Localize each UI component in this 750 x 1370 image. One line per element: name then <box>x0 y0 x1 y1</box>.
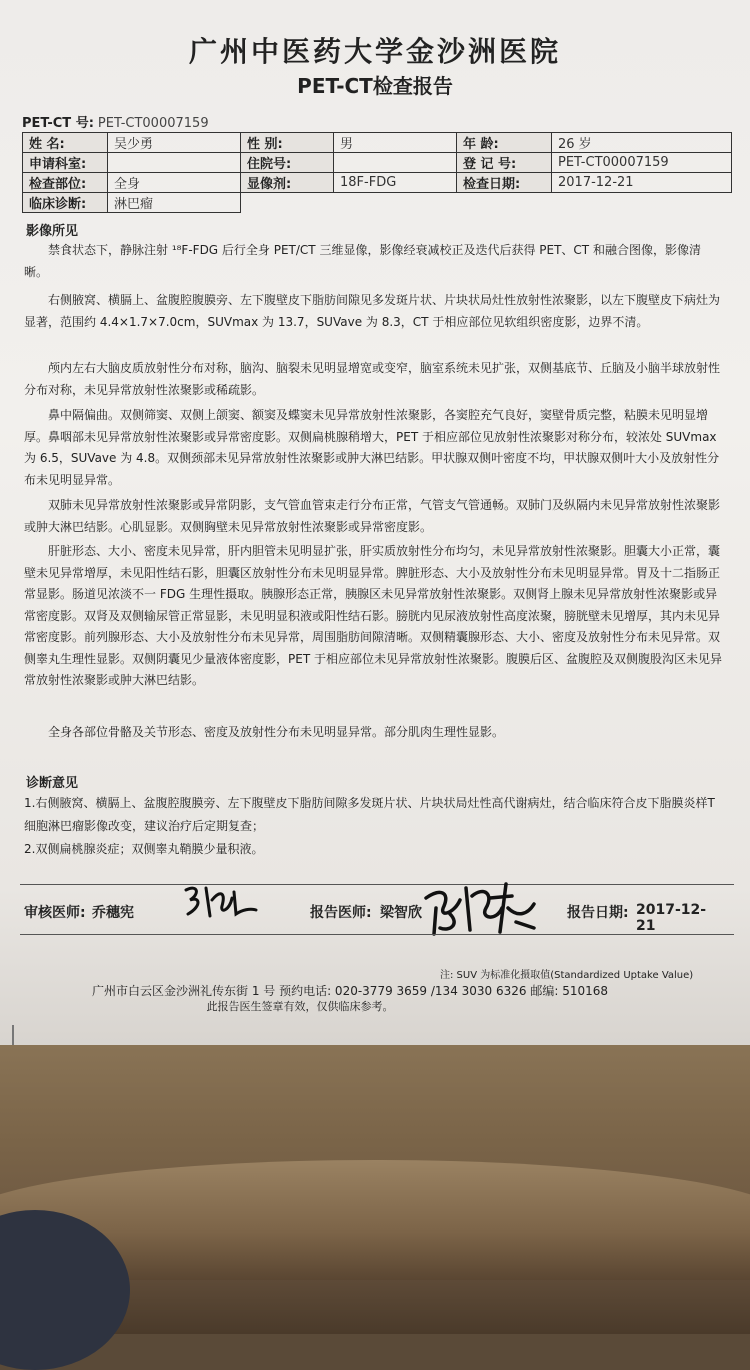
date-label: 检查日期: <box>457 173 552 193</box>
reporter-signature <box>420 878 540 938</box>
reg-label: 登 记 号: <box>457 153 552 173</box>
name-label: 姓 名: <box>23 133 108 153</box>
age-label: 年 龄: <box>457 133 552 153</box>
patient-info-table <box>22 132 732 213</box>
dx-label: 临床诊断: <box>23 193 108 213</box>
inpatient-value <box>334 153 457 173</box>
hospital-address: 广州市白云区金沙洲礼传东街 1 号 预约电话: 020-3779 3659 /134 3030 6326 邮编: 510168 <box>92 984 609 998</box>
name-value: 吴少勇 <box>108 133 241 153</box>
reviewer-name: 乔穗宪 <box>92 905 134 921</box>
paper-margin-line <box>12 1025 14 1045</box>
ct-number <box>22 112 209 131</box>
reviewer-label: 审核医师: <box>24 905 86 921</box>
reg-value: PET-CT00007159 <box>552 153 732 173</box>
diagnosis-item-2: 2.双侧扁桃腺炎症；双侧睾丸鞘膜少量积液。 <box>24 842 264 856</box>
dx-empty <box>241 193 732 213</box>
report-date-value: 2017-12-21 <box>636 902 707 934</box>
findings-p3: 颅内左右大脑皮质放射性分布对称，脑沟、脑裂未见明显增宽或变窄，脑室系统未见扩张，双侧基底节、丘脑及小脑半球放射性分布对称，未见异常放射性浓聚影或稀疏影。 <box>24 361 721 397</box>
reporter-label: 报告医师: <box>310 905 372 921</box>
site-value: 全身 <box>108 173 241 193</box>
ct-number-label: PET-CT 号: <box>22 116 94 131</box>
findings-p5: 双肺未见异常放射性浓聚影或异常阴影，支气管血管束走行分布正常，气管支气管通畅。双肺门及纵隔内未见异常放射性浓聚影或肿大淋巴结影。心肌显影。双侧胸壁未见异常放射性浓聚影或异常密度影。 <box>24 498 721 534</box>
site-label: 检查部位: <box>23 173 108 193</box>
report-title: PET-CT检查报告 <box>297 74 453 98</box>
sex-label: 性 别: <box>241 133 334 153</box>
inpatient-label: 住院号: <box>241 153 334 173</box>
divider-top <box>20 884 734 885</box>
reviewer-signature <box>180 880 260 924</box>
dept-label: 申请科室: <box>23 153 108 173</box>
agent-value: 18F-FDG <box>334 173 457 193</box>
dx-value: 淋巴瘤 <box>108 193 241 213</box>
disclaimer: 此报告医生签章有效，仅供临床参考。 <box>206 1000 394 1013</box>
diagnosis-title: 诊断意见 <box>26 776 79 791</box>
reporter-name: 梁智欣 <box>380 905 422 921</box>
date-value: 2017-12-21 <box>552 173 732 193</box>
signature-row <box>24 898 724 934</box>
hospital-name: 广州中医药大学金沙洲医院 <box>188 35 561 68</box>
diagnosis-list <box>24 792 724 861</box>
findings-title: 影像所见 <box>26 224 79 239</box>
divider-bottom <box>20 934 734 935</box>
ct-number-value: PET-CT00007159 <box>97 116 209 131</box>
dept-value <box>108 153 241 173</box>
findings-p1: 禁食状态下，静脉注射 ¹⁸F-FDG 后行全身 PET/CT 三维显像，影像经衰减校正及迭代后获得 PET、CT 和融合图像，影像清晰。 <box>24 243 701 279</box>
findings-p7: 全身各部位骨骼及关节形态、密度及放射性分布未见明显异常。部分肌肉生理性显影。 <box>48 725 505 739</box>
sex-value: 男 <box>334 133 457 153</box>
findings-p4: 鼻中隔偏曲。双侧筛窦、双侧上颌窦、额窦及蝶窦未见异常放射性浓聚影，各窦腔充气良好，窦壁骨质完整，粘膜未见明显增厚。鼻咽部未见异常放射性浓聚影或异常密度影。双侧扁桃腺稍增大，PET 于相应部位见放射性浓聚影对称分布，较浓处 SUVmax 为 6.5，SUVave 为 4.8。双侧颈部未见异常放射性浓聚影或肿大淋巴结影。甲状腺双侧叶密度不均，甲状腺双侧叶大小及放射性分布未见明显异常。 <box>24 408 720 487</box>
suv-note: 注: SUV 为标准化摄取值(Standardized Uptake Value) <box>440 970 694 981</box>
findings-p6: 肝脏形态、大小、密度未见异常，肝内胆管未见明显扩张，肝实质放射性分布均匀，未见异常放射性浓聚影。胆囊大小正常，囊壁未见异常增厚，未见阳性结石影，胆囊区放射性分布未见明显异常。脾脏形态、大小及放射性分布未见明显异常。胃及十二指肠正常显影。肠道见浓淡不一 FDG 生理性摄取。胰腺形态正常，胰腺区未见异常放射性浓聚影。双侧肾上腺未见异常放射性浓聚影或异常密度影。双肾及双侧输尿管正常显影，未见明显积液或阳性结石影。膀胱内见尿液放射性高度浓聚，膀胱壁未见增厚，其内未见异常密度影。前列腺形态、大小及放射性分布未见异常，周围脂肪间隙清晰。双侧精囊腺形态、大小、密度及放射性分布未见异常。双侧睾丸生理性显影。双侧阴囊见少量液体密度影，PET 于相应部位未见异常放射性浓聚影。腹膜后区、盆腹腔及双侧腹股沟区未见异常放射性浓聚影或肿大淋巴结影。 <box>24 544 722 687</box>
report-date-label: 报告日期: <box>567 905 629 921</box>
agent-label: 显像剂: <box>241 173 334 193</box>
age-value: 26 岁 <box>552 133 732 153</box>
findings-p2: 右侧腋窝、横膈上、盆腹腔腹膜旁、左下腹壁皮下脂肪间隙见多发斑片状、片块状局灶性放射性浓聚影，以左下腹壁皮下病灶为显著，范围约 4.4×1.7×7.0cm，SUVmax 为 13.7，SUVave 为 8.3，CT 于相应部位见软组织密度影，边界不清。 <box>24 293 721 329</box>
diagnosis-item-1: 1.右侧腋窝、横膈上、盆腹腔腹膜旁、左下腹壁皮下脂肪间隙多发斑片状、片块状局灶性高代谢病灶，结合临床符合皮下脂膜炎样T细胞淋巴瘤影像改变，建议治疗后定期复查； <box>24 796 715 833</box>
